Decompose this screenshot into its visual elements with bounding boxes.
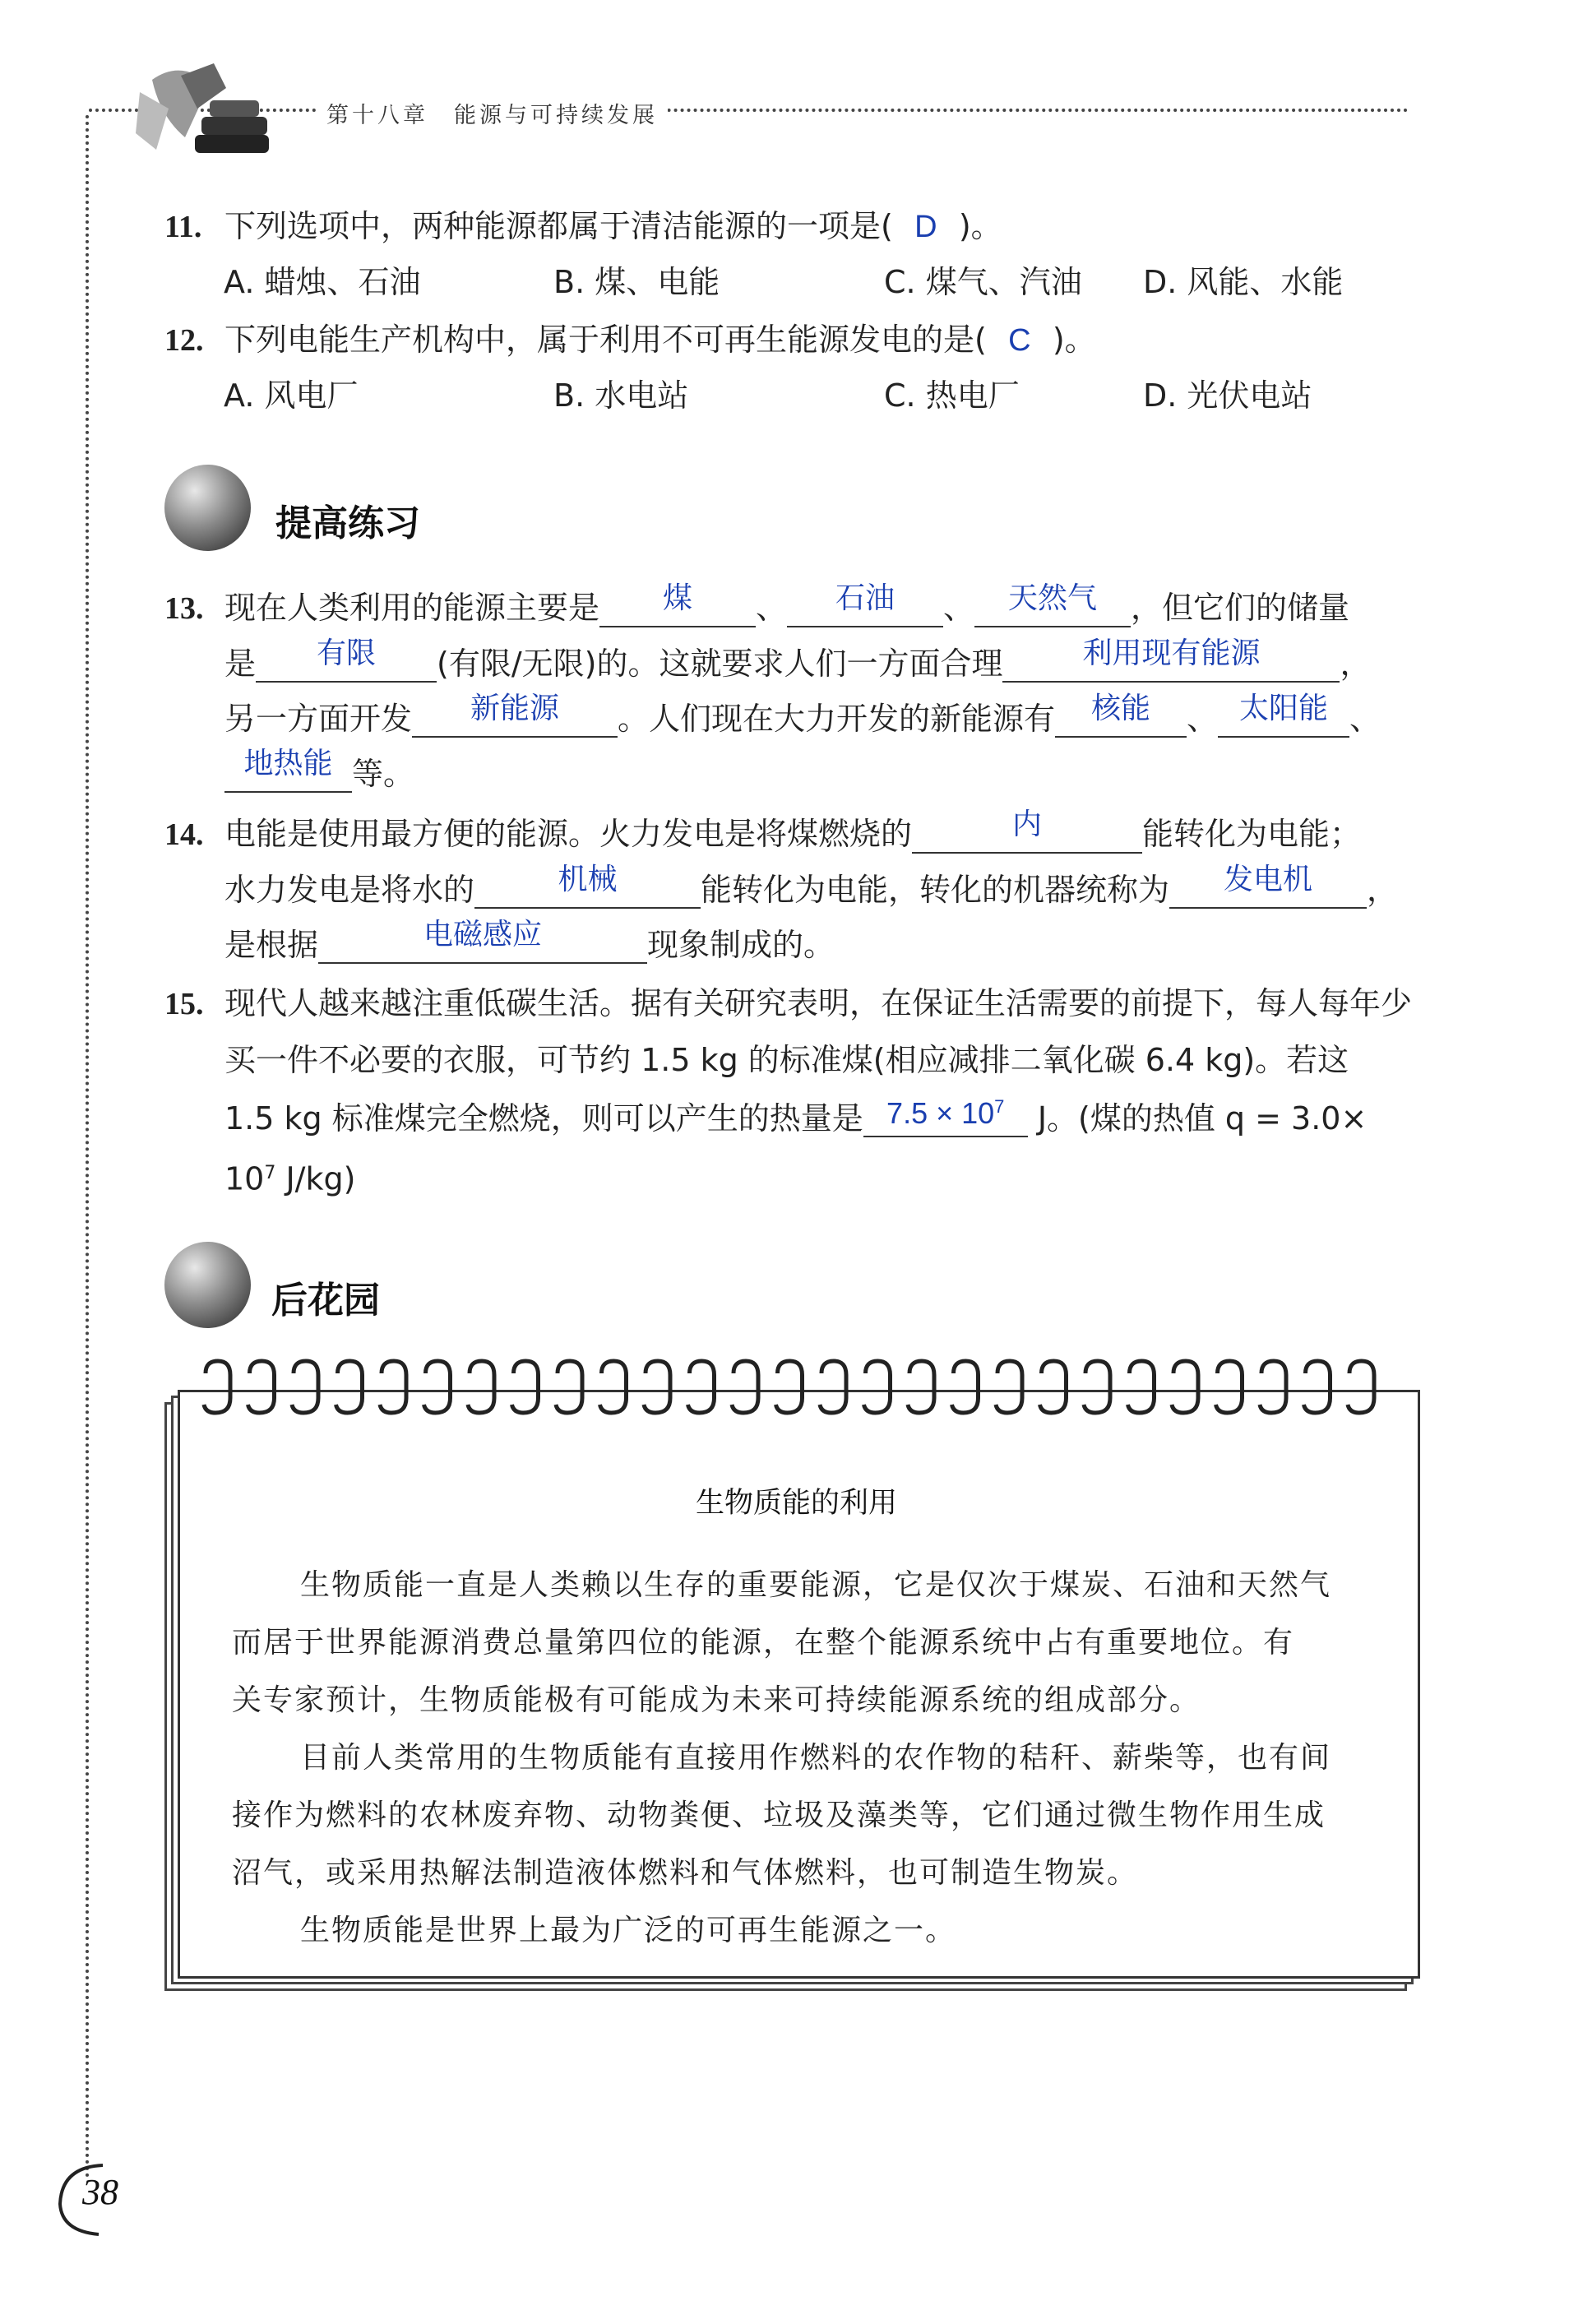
- blank-1: [912, 807, 1142, 854]
- text: J。(煤的热值 q = 3.0×: [1027, 1100, 1368, 1137]
- question-number: 15.: [164, 987, 204, 1021]
- question-number: 14.: [164, 817, 204, 852]
- spiral-ring-icon: [424, 1361, 451, 1413]
- answer: 有限: [317, 636, 377, 669]
- blank-2: [474, 862, 701, 909]
- blank-8: [1218, 691, 1349, 738]
- answer: 机械: [558, 862, 618, 896]
- paragraph-1-line-3: 关专家预计，生物质能极有可能成为未来可持续能源系统的组成部分。: [232, 1683, 1201, 1717]
- paragraph-2-line-1: 目前人类常用的生物质能有直接用作燃料的农作物的秸秆、薪柴等，也有间: [300, 1741, 1332, 1775]
- text: ，: [1340, 646, 1372, 682]
- answer: 天然气: [1008, 581, 1098, 614]
- spiral-ring-icon: [600, 1361, 627, 1413]
- option-d: D. 风能、水能: [1143, 264, 1344, 300]
- paragraph-1-line-1: 生物质能一直是人类赖以生存的重要能源，它是仅次于煤炭、石油和天然气: [300, 1568, 1332, 1602]
- text: 现在人类利用的能源主要是: [224, 590, 600, 626]
- text: 、: [756, 590, 788, 626]
- question-13-line-1: [164, 581, 1350, 627]
- spiral-ring-icon: [996, 1361, 1022, 1413]
- spiral-ring-icon: [204, 1361, 230, 1413]
- answer: [886, 1096, 1004, 1130]
- text: ，但它们的储量: [1131, 590, 1350, 626]
- section-globe-icon: [164, 465, 251, 551]
- paragraph-2-line-2: 接作为燃料的农林废弃物、动物粪便、垃圾及藻类等，它们通过微生物作用生成: [232, 1799, 1326, 1832]
- option-c: C. 热电厂: [884, 377, 1020, 414]
- text: 现代人越来越注重低碳生活。据有关研究表明，在保证生活需要的前提下，每人每年少: [224, 985, 1413, 1021]
- chapter-heading: 第十八章 能源与可持续发展: [317, 97, 668, 129]
- paragraph-1-line-2: 而居于世界能源消费总量第四位的能源，在整个能源系统中占有重要地位。有: [232, 1626, 1295, 1660]
- blank-1: [863, 1098, 1028, 1137]
- text: 、: [1349, 701, 1381, 737]
- question-15-line-1: [164, 984, 1412, 1023]
- spiral-ring-icon: [1172, 1361, 1198, 1413]
- blank-3: [974, 581, 1131, 627]
- notebook-title: 生物质能的利用: [695, 1487, 897, 1520]
- spiral-ring-icon: [248, 1361, 275, 1413]
- answer: 电磁感应: [423, 917, 543, 951]
- blank-2: [787, 581, 943, 627]
- question-text: 下列电能生产机构中，属于利用不可再生能源发电的是(: [224, 322, 987, 358]
- text: 电能是使用最方便的能源。火力发电是将煤燃烧的: [224, 816, 913, 852]
- spiral-ring-icon: [336, 1361, 363, 1413]
- text: 水力发电是将水的: [224, 872, 475, 908]
- spiral-ring-icon: [1128, 1361, 1155, 1413]
- spiral-ring-icon: [644, 1361, 670, 1413]
- exponent: 7: [264, 1163, 276, 1183]
- spiral-ring-icon: [1260, 1361, 1286, 1413]
- question-14-line-2: [224, 862, 1399, 909]
- blank-1: [599, 581, 756, 627]
- section-title: 提高练习: [275, 502, 420, 544]
- text: 、: [943, 590, 975, 626]
- option-a: A. 蜡烛、石油: [224, 264, 421, 300]
- blank-3: [1169, 862, 1367, 909]
- spiral-ring-icon: [292, 1361, 318, 1413]
- answer: 发电机: [1224, 862, 1313, 896]
- option-d: D. 光伏电站: [1143, 377, 1312, 414]
- answer: 内: [1012, 807, 1043, 840]
- blank-4: [256, 636, 437, 683]
- question-text: 下列选项中，两种能源都属于清洁能源的一项是(: [224, 208, 893, 244]
- option-b: B. 水电站: [553, 377, 689, 414]
- option-b: B. 煤、电能: [553, 264, 720, 300]
- answer-base: 7.5 × 10: [886, 1096, 995, 1130]
- question-number: 11.: [164, 210, 202, 244]
- text: 是根据: [224, 927, 319, 963]
- question-15-line-3: [224, 1098, 1367, 1137]
- question-end: )。: [1052, 322, 1096, 358]
- option-a: A. 风电厂: [224, 377, 359, 414]
- question-end: )。: [958, 208, 1002, 244]
- blank-7: [1055, 691, 1187, 738]
- text: 等。: [352, 756, 415, 792]
- option-c: C. 煤气、汽油: [884, 264, 1082, 300]
- question-14-line-1: [164, 807, 1362, 854]
- spiral-ring-icon: [1348, 1361, 1374, 1413]
- question-number: 13.: [164, 591, 204, 626]
- spiral-ring-icon: [776, 1361, 803, 1413]
- blank-6: [412, 691, 618, 738]
- question-14-line-3: [224, 917, 835, 964]
- spiral-ring-icon: [556, 1361, 582, 1413]
- spiral-ring-icon: [908, 1361, 934, 1413]
- answer-choice: D: [914, 210, 937, 244]
- spiral-ring-icon: [1216, 1361, 1243, 1413]
- header-dotted-rule: [89, 109, 1409, 112]
- question-13-line-2: [224, 636, 1372, 683]
- answer-exponent: 7: [994, 1096, 1005, 1117]
- spiral-ring-icon: [380, 1361, 406, 1413]
- question-11: [164, 207, 1002, 246]
- spiral-ring-icon: [688, 1361, 715, 1413]
- spiral-ring-icon: [468, 1361, 494, 1413]
- question-15-line-4: [224, 1155, 355, 1198]
- spiral-ring-icon: [952, 1361, 979, 1413]
- blank-5: [1002, 636, 1340, 683]
- paragraph-2-line-3: 沼气，或采用热解法制造液体燃料和气体燃料，也可制造生物炭。: [232, 1856, 1139, 1890]
- question-12: [164, 321, 1096, 359]
- text: 能转化为电能；: [1142, 816, 1362, 852]
- spiral-ring-icon: [1040, 1361, 1067, 1413]
- question-13-line-4: [224, 746, 415, 793]
- section-title: 后花园: [271, 1280, 380, 1322]
- spiral-ring-icon: [512, 1361, 539, 1413]
- answer-choice: C: [1008, 323, 1031, 358]
- answer: 利用现有能源: [1082, 636, 1261, 669]
- blank-9: [224, 746, 352, 793]
- answer: 煤: [663, 581, 693, 614]
- paragraph-3-line-1: 生物质能是世界上最为广泛的可再生能源之一。: [300, 1914, 957, 1947]
- spiral-ring-icon: [1084, 1361, 1110, 1413]
- section-globe-icon: [164, 1242, 251, 1328]
- spiral-ring-icon: [820, 1361, 846, 1413]
- notebook-spiral-rings-icon: [197, 1357, 1398, 1423]
- blank-4: [318, 917, 647, 964]
- question-number: 12.: [164, 323, 204, 358]
- answer: 新能源: [470, 691, 560, 725]
- spiral-ring-icon: [732, 1361, 758, 1413]
- margin-dotted-rule: [86, 115, 89, 2179]
- question-13-line-3: [224, 691, 1381, 738]
- text: 现象制成的。: [647, 927, 835, 963]
- answer: 核能: [1091, 691, 1151, 725]
- spiral-ring-icon: [1304, 1361, 1331, 1413]
- text: 。人们现在大力开发的新能源有: [618, 701, 1056, 737]
- answer: 石油: [835, 581, 896, 614]
- text: 、: [1187, 701, 1219, 737]
- text: 10: [224, 1160, 265, 1197]
- text: 另一方面开发: [224, 701, 413, 737]
- question-15-line-2: 买一件不必要的衣服，可节约 1.5 kg 的标准煤(相应减排二氧化碳 6.4 kg)。若这: [224, 1042, 1349, 1078]
- chapter-logo-icon: [136, 59, 280, 166]
- text: (有限/无限)的。这就要求人们一方面合理: [437, 646, 1003, 682]
- page-number: 38: [82, 2172, 118, 2212]
- spiral-ring-icon: [864, 1361, 891, 1413]
- text: J/kg): [275, 1160, 356, 1197]
- text: ，: [1367, 872, 1399, 908]
- text: 是: [224, 646, 257, 682]
- text: 能转化为电能，转化的机器统称为: [701, 872, 1170, 908]
- answer: 地热能: [243, 746, 333, 780]
- text: 1.5 kg 标准煤完全燃烧，则可以产生的热量是: [224, 1100, 863, 1137]
- answer: 太阳能: [1239, 691, 1329, 725]
